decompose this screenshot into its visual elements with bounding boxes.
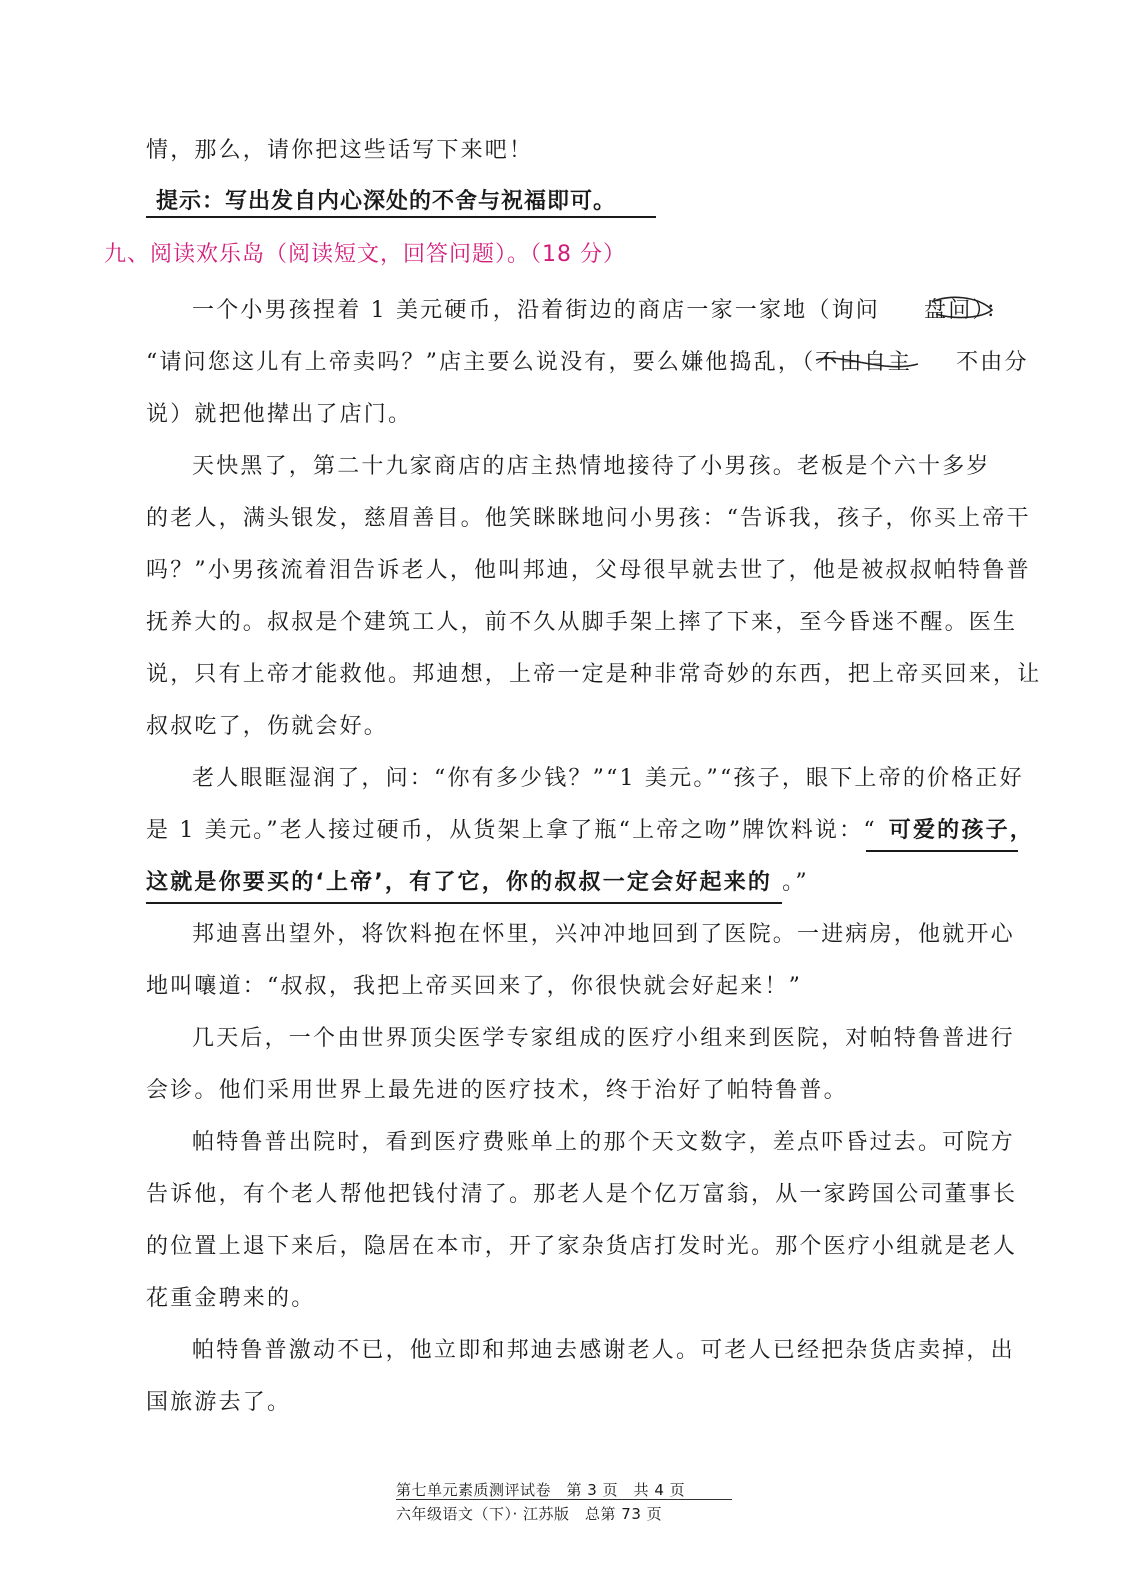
p1-choice-crossed: 不由自主	[815, 350, 913, 375]
passage-p4-line1: 邦迪喜出望外，将饮料抱在怀里，兴冲冲地回到了医院。一进病房，他就开心	[192, 922, 1015, 947]
passage-p2-line2: 的老人，满头银发，慈眉善目。他笑眯眯地问小男孩：“告诉我，孩子，你买上帝干	[146, 506, 1031, 531]
passage-p6-line4: 花重金聘来的。	[146, 1286, 316, 1311]
p3-line3-tail: 。”	[782, 870, 809, 895]
passage-p4-line2: 地叫嚷道：“叔叔，我把上帝买回来了，你很快就会好起来！”	[146, 974, 803, 999]
passage-p1-line1	[192, 296, 1010, 326]
answer-underline-2	[146, 902, 782, 904]
passage-p2-line5: 说，只有上帝才能救他。邦迪想，上帝一定是种非常奇妙的东西，把上帝买回来，让	[146, 662, 1042, 687]
passage-p5-line1: 几天后，一个由世界顶尖医学专家组成的医疗小组来到医院，对帕特鲁普进行	[192, 1026, 1015, 1051]
p1-line2-text: “请问您这儿有上帝卖吗？”店主要么说没有，要么嫌他捣乱，（	[146, 350, 816, 375]
footer-page-info: 第七单元素质测评试卷 第 3 页 共 4 页	[396, 1481, 686, 1499]
intro-tail-text: 情，那么，请你把这些话写下来吧！	[146, 138, 534, 163]
passage-p5-line2: 会诊。他们采用世界上最先进的医疗技术，终于治好了帕特鲁普。	[146, 1078, 848, 1103]
handwritten-answer-part2: 这就是你要买的‘上帝’，有了它，你的叔叔一定会好起来的	[146, 870, 773, 895]
passage-p2-line6: 叔叔吃了，伤就会好。	[146, 714, 389, 739]
footer-divider	[396, 1499, 732, 1500]
passage-p6-line1: 帕特鲁普出院时，看到医疗费账单上的那个天文数字，差点吓昏过去。可院方	[192, 1130, 1015, 1155]
handwritten-answer-part1: 可爱的孩子，	[888, 818, 1034, 843]
passage-p2-line3: 吗？”小男孩流着泪告诉老人，他叫邦迪，父母很早就去世了，他是被叔叔帕特鲁普	[146, 558, 1031, 583]
passage-p6-line2: 告诉他，有个老人帮他把钱付清了。那老人是个亿万富翁，从一家跨国公司董事长	[146, 1182, 1018, 1207]
section-heading: 九、阅读欢乐岛（阅读短文，回答问题）。（18 分）	[104, 242, 626, 267]
passage-p3-line3	[146, 868, 809, 898]
passage-p1-line3: 说）就把他撵出了店门。	[146, 402, 413, 427]
p3-line2-text: 是 1 美元。”老人接过硬币，从货架上拿了瓶“上帝之吻”牌饮料说：“	[146, 818, 877, 843]
passage-p2-line1: 天快黑了，第二十九家商店的店主热情地接待了小男孩。老板是个六十多岁	[192, 454, 991, 479]
passage-p2-line4: 抚养大的。叔叔是个建筑工人，前不久从脚手架上摔了下来，至今昏迷不醒。医生	[146, 610, 1018, 635]
p1-choice-b: 盘问）：	[924, 298, 1010, 323]
passage-p3-line1: 老人眼眶湿润了，问：“你有多少钱？”“1 美元。”“孩子，眼下上帝的价格正好	[192, 766, 1024, 791]
strikethrough-mark-1	[928, 292, 1000, 328]
answer-hint: 提示：写出发自内心深处的不舍与祝福即可。	[156, 189, 617, 214]
footer-book-info: 六年级语文（下）· 江苏版 总第 73 页	[396, 1505, 663, 1523]
passage-p3-line2	[146, 816, 1034, 846]
answer-underline-1	[866, 850, 1018, 852]
passage-p7-line1: 帕特鲁普激动不已，他立即和邦迪去感谢老人。可老人已经把杂货店卖掉，出	[192, 1338, 1015, 1363]
p1-choice-kept: 不由分	[956, 350, 1029, 375]
passage-p7-line2: 国旅游去了。	[146, 1390, 292, 1415]
answer-underline	[146, 216, 656, 218]
passage-p6-line3: 的位置上退下来后，隐居在本市，开了家杂货店打发时光。那个医疗小组就是老人	[146, 1234, 1018, 1259]
strikethrough-mark-2	[812, 352, 922, 380]
p1-line1-text: 一个小男孩捏着 1 美元硬币，沿着街边的商店一家一家地（询问	[192, 298, 880, 323]
